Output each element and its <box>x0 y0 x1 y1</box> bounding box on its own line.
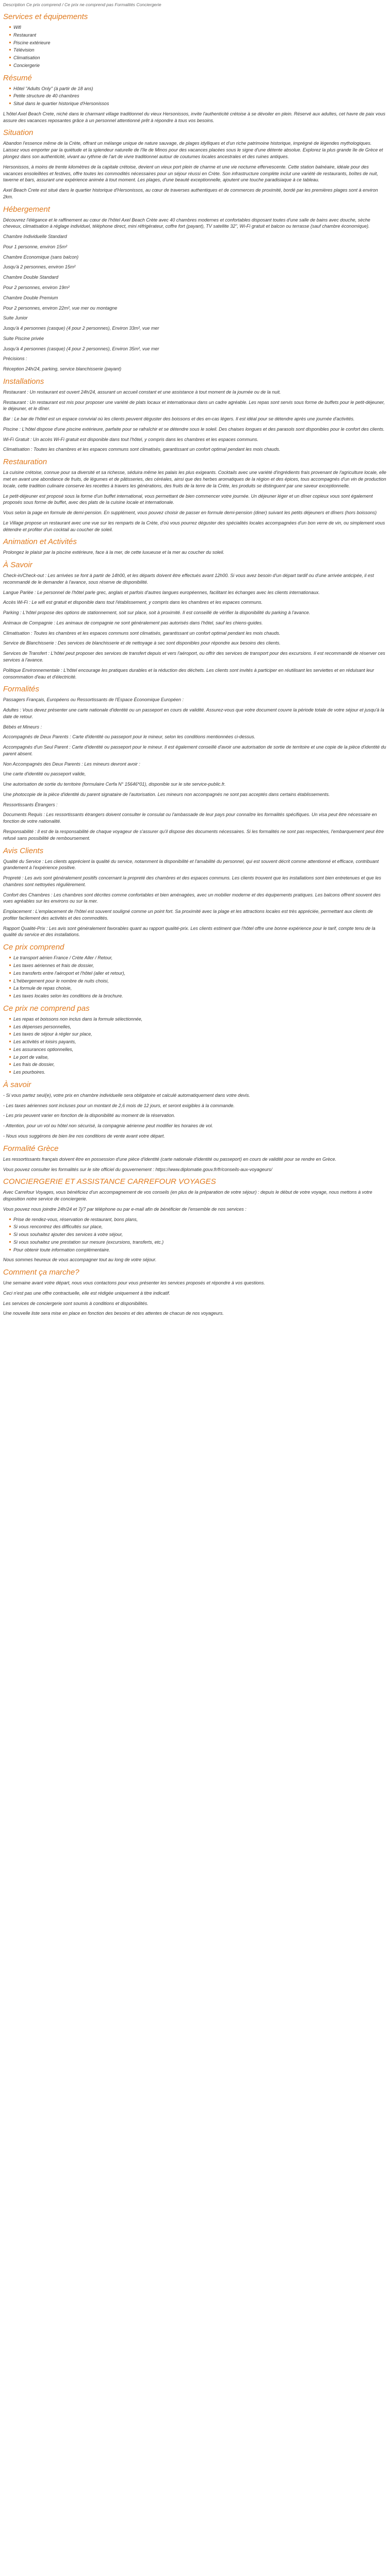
restauration-title: Restauration <box>3 457 47 467</box>
paragraph: Passagers Français, Européens ou Ressortissants de l'Espace Économique Européen : <box>3 697 184 703</box>
paragraph: Restaurant : Un restaurant est mis pour proposer une variété de plats locaux et internationaux dans un cadre agréable. Les repas sont servis sous forme de buffets pour le petit-déjeuner, le déjeuner, et le dîner. <box>3 399 385 412</box>
list-item: Hôtel "Adults Only" (à partir de 18 ans) <box>9 86 388 92</box>
room-detail: Pour 2 personnes, environ 22m², vue mer ou montagne <box>3 305 118 311</box>
list-item: Le port de valise, <box>9 1054 388 1061</box>
paragraph: Le petit-déjeuner est proposé sous la forme d'un buffet international, vous permettant de bien commencer votre journée. Un déjeuner léger et un dîner copieux vous sont également proposés sous forme de buffet, avec des plats de la cuisine locale et internationale. <box>3 493 373 505</box>
list-item: La formule de repas choisie, <box>9 985 388 992</box>
paragraph: Le Village propose un restaurant avec une vue sur les remparts de la Crète, d'où vous pourrez déguster des spécialités locales accompagnées d'un bon verre de vin, ou simplement vous détendre et profiter d'un cocktail au coucher de soleil. <box>3 520 385 532</box>
formalites-section <box>3 685 388 841</box>
room-detail: Jusqu'à 2 personnes, environ 15m² <box>3 264 76 270</box>
comment-title: Comment ça marche? <box>3 1268 79 1277</box>
paragraph: Adultes : Vous devez présenter une carte nationale d'identité ou un passeport en cours de validité. Assurez-vous que votre document couvre la période totale de votre séjour et jusqu'à la date de retour. <box>3 707 384 719</box>
list-item: Si vous souhaitez une prestation sur mesure (excursions, transferts, etc.) <box>9 1239 388 1246</box>
avis-section <box>3 846 388 939</box>
prix-non-comprend-list <box>3 1016 388 1076</box>
paragraph: Axel Beach Crete est situé dans le quartier historique d'Hersonissos, au cœur de traverses authentiques et de commerces de proximité, bordé par les premières plages sont à environ 2km. <box>3 188 378 199</box>
situation-title: Situation <box>3 128 34 138</box>
resume-title: Résumé <box>3 73 32 82</box>
list-item: Les repas et boissons non inclus dans la formule sélectionnée, <box>9 1016 388 1023</box>
paragraph: Qualité du Service : Les clients apprécient la qualité du service, notamment la disponibilité et l'amabilité du personnel, qui est souvent décrit comme attentionné et efficace, contribuant grandement à l'expérience positive. <box>3 858 379 871</box>
list-item: Télévision <box>9 47 388 54</box>
list-item: Les assurances optionnelles, <box>9 1046 388 1053</box>
paragraph: - Les taxes aériennes sont incluses pour un montant de 2,6 mois de 12 jours, et seront exigibles à la commande. <box>3 1103 235 1108</box>
room-name: Chambre Economique (sans balcon) <box>3 254 79 260</box>
formalites-title: Formalités <box>3 685 40 694</box>
paragraph: Propreté : Les avis sont généralement positifs concernant la propreté des chambres et des espaces communs. Les clients trouvent que les installations sont bien entretenues et que les chambres sont nettoyées régulièrement. <box>3 875 381 887</box>
prix-comprend-title: Ce prix comprend <box>3 943 64 952</box>
list-item: Les dépenses personnelles, <box>9 1024 388 1030</box>
paragraph: Emplacement : L'emplacement de l'hôtel est souvent souligné comme un point fort. Sa proximité avec la plage et les attractions locales est très appréciée, permettant aux clients de profiter facilement des activités et des commodités. <box>3 909 373 921</box>
paragraph: Bar : Le bar de l'hôtel est un espace convivial où les clients peuvent déguster des boissons et des en-cas légers. Il est idéal pour se détendre après une journée d'activités. <box>3 416 355 422</box>
resume-list <box>3 86 388 107</box>
paragraph: Vous pouvez nous joindre 24h/24 et 7j/7 par téléphone ou par e-mail afin de bénéficier de l'ensemble de nos services : <box>3 1206 247 1212</box>
paragraph: Climatisation : Toutes les chambres et les espaces communs sont climatisés, garantissant un confort optimal pendant les mois chauds. <box>3 630 281 636</box>
prix-non-comprend-section <box>3 1004 388 1076</box>
hebergement-section <box>3 205 388 372</box>
savoir-title: À Savoir <box>3 561 32 570</box>
list-item: Restaurant <box>9 32 388 39</box>
paragraph: Accompagnés de Deux Parents : Carte d'identité ou passeport pour le mineur, selon les conditions mentionnées ci-dessus. <box>3 734 255 740</box>
paragraph: - Attention, pour un vol ou hôtel non sécurisé, la compagnie aérienne peut modifier les horaires de vol. <box>3 1123 213 1129</box>
list-item: Petite structure de 40 chambres <box>9 93 388 99</box>
paragraph: Les ressortissants français doivent être en possession d'une pièce d'identité (carte nationale d'identité ou passeport) en cours de validité pour se rendre en Grèce. <box>3 1156 337 1162</box>
installations-section <box>3 377 388 453</box>
a-savoir-2-title: À savoir <box>3 1080 31 1089</box>
paragraph: Climatisation : Toutes les chambres et les espaces communs sont climatisés, garantissant un confort optimal pendant les mois chauds. <box>3 447 281 452</box>
conciergerie-list <box>3 1216 388 1253</box>
paragraph: - Si vous partez seul(e), votre prix en chambre individuelle sera obligatoire et calculé automatiquement dans votre devis. <box>3 1092 250 1098</box>
conciergerie-section <box>3 1177 388 1263</box>
paragraph: Vous pouvez consulter les formalités sur le site officiel du gouvernement : https://www.diplomatie.gouv.fr/fr/conseils-aux-voyageurs/ <box>3 1166 272 1172</box>
precisions-text: Réception 24h/24, parking, service blanchisserie (payant) <box>3 366 122 372</box>
a-savoir-2-section <box>3 1080 388 1140</box>
paragraph: Une photocopie de la pièce d'identité du parent signataire de l'autorisation. Les mineurs non accompagnés ne sont pas acceptés dans certains établissements. <box>3 791 330 797</box>
footer-note: Une nouvelle liste sera mise en place en fonction des besoins et des attentes de chacun de nos voyageurs. <box>3 1311 224 1316</box>
room-name: Suite Junior <box>3 315 28 321</box>
paragraph: - Les prix peuvent varier en fonction de la disponibilité au moment de la réservation. <box>3 1113 175 1118</box>
situation-section <box>3 128 388 200</box>
list-item: Climatisation <box>9 55 388 61</box>
paragraph: Accompagnés d'un Seul Parent : Carte d'identité ou passeport pour le mineur. Il est également conseillé d'avoir une autorisation de sortie de territoire et une copie de la pièce d'identité du parent absent. <box>3 744 386 756</box>
paragraph: Check-in/Check-out : Les arrivées se font à partir de 14h00, et les départs doivent être effectués avant 12h00. Si vous avez besoin d'un départ tardif ou d'une arrivée anticipée, il est recommandé de le demander à l'avance, sous réserve de disponibilité. <box>3 573 374 585</box>
list-item: Si vous rencontrez des difficultés sur place, <box>9 1224 388 1230</box>
paragraph: Hersonissos, à moins de trente kilomètres de la capitale crétoise, devient un vieux port plein de charme et une vie nocturne effervescente. Cette station balnéaire, idéale pour des vacances ensoleillées et festives, offre toutes les commodités nécessaires pour un séjour réussi en Crète. Son infrastructure complète inclut une variété de restaurants, boîtes de nuit, taverne et bars, assurant une expérience animée à tout moment. Les plages, d'une beauté exceptionnelle, ajoutent une touche paradisiaque à ce tableau. <box>3 164 378 183</box>
formalite-grece-section <box>3 1144 388 1173</box>
animation-section <box>3 537 388 556</box>
paragraph: Piscine : L'hôtel dispose d'une piscine extérieure, parfaite pour se rafraîchir et se détendre sous le soleil. Des chaises longues et des parasols sont disponibles pour le confort des clients. <box>3 426 385 432</box>
restauration-section <box>3 457 388 533</box>
paragraph: La cuisine crétoise, connue pour sa diversité et sa richesse, séduira même les palais les plus exigeants. Cocktails avec une variété d'ingrédients frais provenant de l'agriculture locale, elle met en avant une abondance de fruits, de légumes et de pâtisseries, des céréales, ainsi que des herbes aromatiques de la région et des épices, tous accompagnés d'un vin de production locale, cette tradition culinaire conserve les recettes à travers les générations, des fruits de la terre de la Crète, les produits se distinguent par une saveur exceptionnelle. <box>3 470 386 488</box>
list-item: Les pourboires. <box>9 1069 388 1076</box>
services-title: Services et équipements <box>3 12 88 22</box>
paragraph: Accès Wi-Fi : Le wifi est gratuit et disponible dans tout l'établissement, y compris dans les chambres et les espaces communs. <box>3 600 263 605</box>
comment-section <box>3 1268 388 1317</box>
room-name: Suite Piscine privée <box>3 335 44 341</box>
paragraph: Rapport Qualité-Prix : Les avis sont généralement favorables quant au rapport qualité-prix. Les clients estiment que l'hôtel offre une bonne expérience pour le tarif, compte tenu de la qualité du service et des installations. <box>3 925 376 938</box>
paragraph: Prolongez le plaisir par la piscine extérieure, face à la mer, de cette luxueuse et la mer au coucher du soleil. <box>3 550 224 555</box>
list-item: Les transferts entre l'aéroport et l'hôtel (aller et retour), <box>9 970 388 977</box>
paragraph: Documents Requis : Les ressortissants étrangers doivent consulter le consulat ou l'ambassade de leur pays pour connaître les formalités spécifiques. Un visa peut être nécessaire en fonction de votre nationalité. <box>3 812 377 824</box>
paragraph: Animaux de Compagnie : Les animaux de compagnie ne sont généralement pas autorisés dans l'hôtel, sauf les chiens-guides. <box>3 620 263 625</box>
paragraph: L'hôtel Axel Beach Crete, niché dans le charmant village traditionnel du vieux Hersonissos, invite l'authenticité crétoise à se dévoiler en plein. Réservé aux adultes, cet havre de paix vous assure des vacances reposantes grâce à un personnel attentionné prêt à répondre à tous vos besoins. <box>3 111 386 123</box>
paragraph: Services de Transfert : L'hôtel peut proposer des services de transfert depuis et vers l'aéroport, ou offrir des services de transport pour des excursions. Il est recommandé de réserver ces services à l'avance. <box>3 651 385 663</box>
paragraph: Parking : L'hôtel propose des options de stationnement, soit sur place, soit à proximité. Il est conseillé de vérifier la disponibilité du parking à l'avance. <box>3 610 311 616</box>
list-item: Situé dans le quartier historique d'Hersonissos <box>9 100 388 107</box>
services-section <box>3 12 388 69</box>
paragraph: - Nous vous suggérons de bien lire nos conditions de vente avant votre départ. <box>3 1133 165 1139</box>
resume-section <box>3 74 388 124</box>
room-detail: Jusqu'à 4 personnes (casque) (4 pour 2 personnes), Environ 33m², vue mer <box>3 326 159 331</box>
installations-title: Installations <box>3 377 44 386</box>
paragraph: Responsabilité : Il est de la responsabilité de chaque voyageur de s'assurer qu'il dispose des documents nécessaires. Si les formalités ne sont pas respectées, l'embarquement peut être refusé sans possibilité de remboursement. <box>3 829 384 841</box>
paragraph: Découvrez l'élégance et le raffinement au cœur de l'hôtel Axel Beach Crète avec 40 chambres modernes et confortables disposant toutes d'une salle de bains avec douche, sèche cheveux, climatisation à réglage individuel, téléphone direct, mini réfrigérateur, coffre fort (payant), TV satellite 32", Wi-Fi gratuit et balcon ou terrasse (sauf chambre économique). <box>3 217 370 229</box>
paragraph: Wi-Fi Gratuit : Un accès Wi-Fi gratuit est disponible dans tout l'hôtel, y compris dans les chambres et les espaces communs. <box>3 436 258 442</box>
room-name: Chambre Double Standard <box>3 275 59 280</box>
paragraph: Non Accompagnés des Deux Parents : Les mineurs devront avoir : <box>3 761 140 767</box>
list-item: Si vous souhaitez ajouter des services à votre séjour, <box>9 1231 388 1238</box>
paragraph: Une carte d'identité ou passeport valide, <box>3 771 86 777</box>
list-item: Les frais de dossier, <box>9 1061 388 1068</box>
conciergerie-title: CONCIERGERIE ET ASSISTANCE CARREFOUR VOYAGES <box>3 1177 216 1187</box>
paragraph: Ressortissants Étrangers : <box>3 802 58 807</box>
paragraph: Confort des Chambres : Les chambres sont décrites comme confortables et bien aménagées, avec un mobilier moderne et des équipements pratiques. Les balcons offrent souvent des vues agréables sur les environs ou sur la mer. <box>3 892 381 904</box>
list-item: Les taxes de séjour à régler sur place, <box>9 1031 388 1038</box>
hebergement-title: Hébergement <box>3 205 50 214</box>
list-item: Les taxes aériennes et frais de dossier, <box>9 962 388 969</box>
paragraph: Abandon l'essence même de la Crète, offrant un mélange unique de nature sauvage, de plages idylliques et d'un riche patrimoine historique, imprégné de légendes mythologiques. Laissez vous emporter par la quiétude et la splendeur naturelle de l'île de Minos pour des vacances placées sous le signe d'une détente absolue. Explorez la plus grande île de Grèce et plongez dans son authenticité, vivant au rythme de l'art de vivre traditionnel autour de coutumes locales ancestrales et des ruines antiques. <box>3 141 383 160</box>
paragraph: Langue Parlée : Le personnel de l'hôtel parle grec, anglais et parfois d'autres langues européennes, facilitant les échanges avec les clients internationaux. <box>3 589 320 595</box>
paragraph: Une semaine avant votre départ, nous vous contactons pour vous présenter les services proposés et répondre à vos questions. <box>3 1280 265 1286</box>
room-detail: Jusqu'à 4 personnes (casque) (4 pour 2 personnes), Environ 35m², vue mer <box>3 346 159 351</box>
paragraph: Avec Carrefour Voyages, vous bénéficiez d'un accompagnement de vos conseils (en plus de la préparation de votre séjour) : depuis le début de votre voyage, nous mettons à votre disposition notre service de conciergerie. <box>3 1190 372 1202</box>
list-item: Prise de rendez-vous, réservation de restaurant, bons plans, <box>9 1216 388 1223</box>
precisions-label: Précisions : <box>3 356 27 362</box>
room-detail: Pour 2 personnes, environ 19m² <box>3 284 70 290</box>
prix-comprend-list <box>3 955 388 999</box>
paragraph: Restaurant : Un restaurant est ouvert 24h/24, assurant un accueil constant et une assistance à tout moment de la journée ou de la nuit. <box>3 389 281 395</box>
avis-title: Avis Clients <box>3 846 44 855</box>
paragraph: Politique Environnementale : L'hôtel encourage les pratiques durables et la réduction des déchets. Les clients sont invités à participer en réutilisant les serviettes et en réduisant leur consommation d'eau et d'électricité. <box>3 667 374 680</box>
paragraph: Une autorisation de sortie du territoire (formulaire Cerfa N° 15646*01), disponible sur le site service-public.fr. <box>3 782 226 787</box>
paragraph: Vous selon la page en formule de demi-pension. En supplément, vous pouvez choisir de passer en formule demi-pension (diner) suivant les petits déjeuners et dîners (hors boissons) <box>3 510 377 516</box>
formalite-grece-title: Formalité Grèce <box>3 1144 59 1153</box>
prix-comprend-section <box>3 943 388 999</box>
tab-links-text[interactable]: Description Ce prix comprend / Ce prix ne comprend pas Formalités Conciergerie <box>3 2 161 7</box>
paragraph: Nous sommes heureux de vous accompagner tout au long de votre séjour. <box>3 1257 157 1263</box>
paragraph: Bébés et Mineurs : <box>3 724 42 730</box>
list-item: Conciergerie <box>9 62 388 69</box>
list-item: L'hébergement pour le nombre de nuits choisi, <box>9 978 388 985</box>
list-item: Le transport aérien France / Crète Aller / Retour, <box>9 955 388 961</box>
list-item: Piscine extérieure <box>9 40 388 46</box>
paragraph: Les services de conciergerie sont soumis à conditions et disponibilités. <box>3 1300 149 1306</box>
list-item: Wifi <box>9 24 388 31</box>
savoir-section <box>3 561 388 680</box>
paragraph: Service de Blanchisserie : Des services de blanchisserie et de nettoyage à sec sont disponibles pour répondre aux besoins des clients. <box>3 640 281 646</box>
prix-non-comprend-title: Ce prix ne comprend pas <box>3 1004 90 1013</box>
room-detail: Pour 1 personne, environ 15m² <box>3 244 68 249</box>
animation-title: Animation et Activités <box>3 537 77 547</box>
room-name: Chambre Double Premium <box>3 295 58 300</box>
room-name: Chambre Individuelle Standard <box>3 234 67 240</box>
list-item: Les taxes locales selon les conditions de la brochure. <box>9 993 388 999</box>
list-item: Pour obtenir toute information complémentaire. <box>9 1247 388 1253</box>
paragraph: Ceci n'est pas une offre contractuelle, elle est rédigée uniquement à titre indicatif. <box>3 1290 170 1296</box>
list-item: Les activités et loisirs payants, <box>9 1039 388 1045</box>
services-list <box>3 24 388 69</box>
